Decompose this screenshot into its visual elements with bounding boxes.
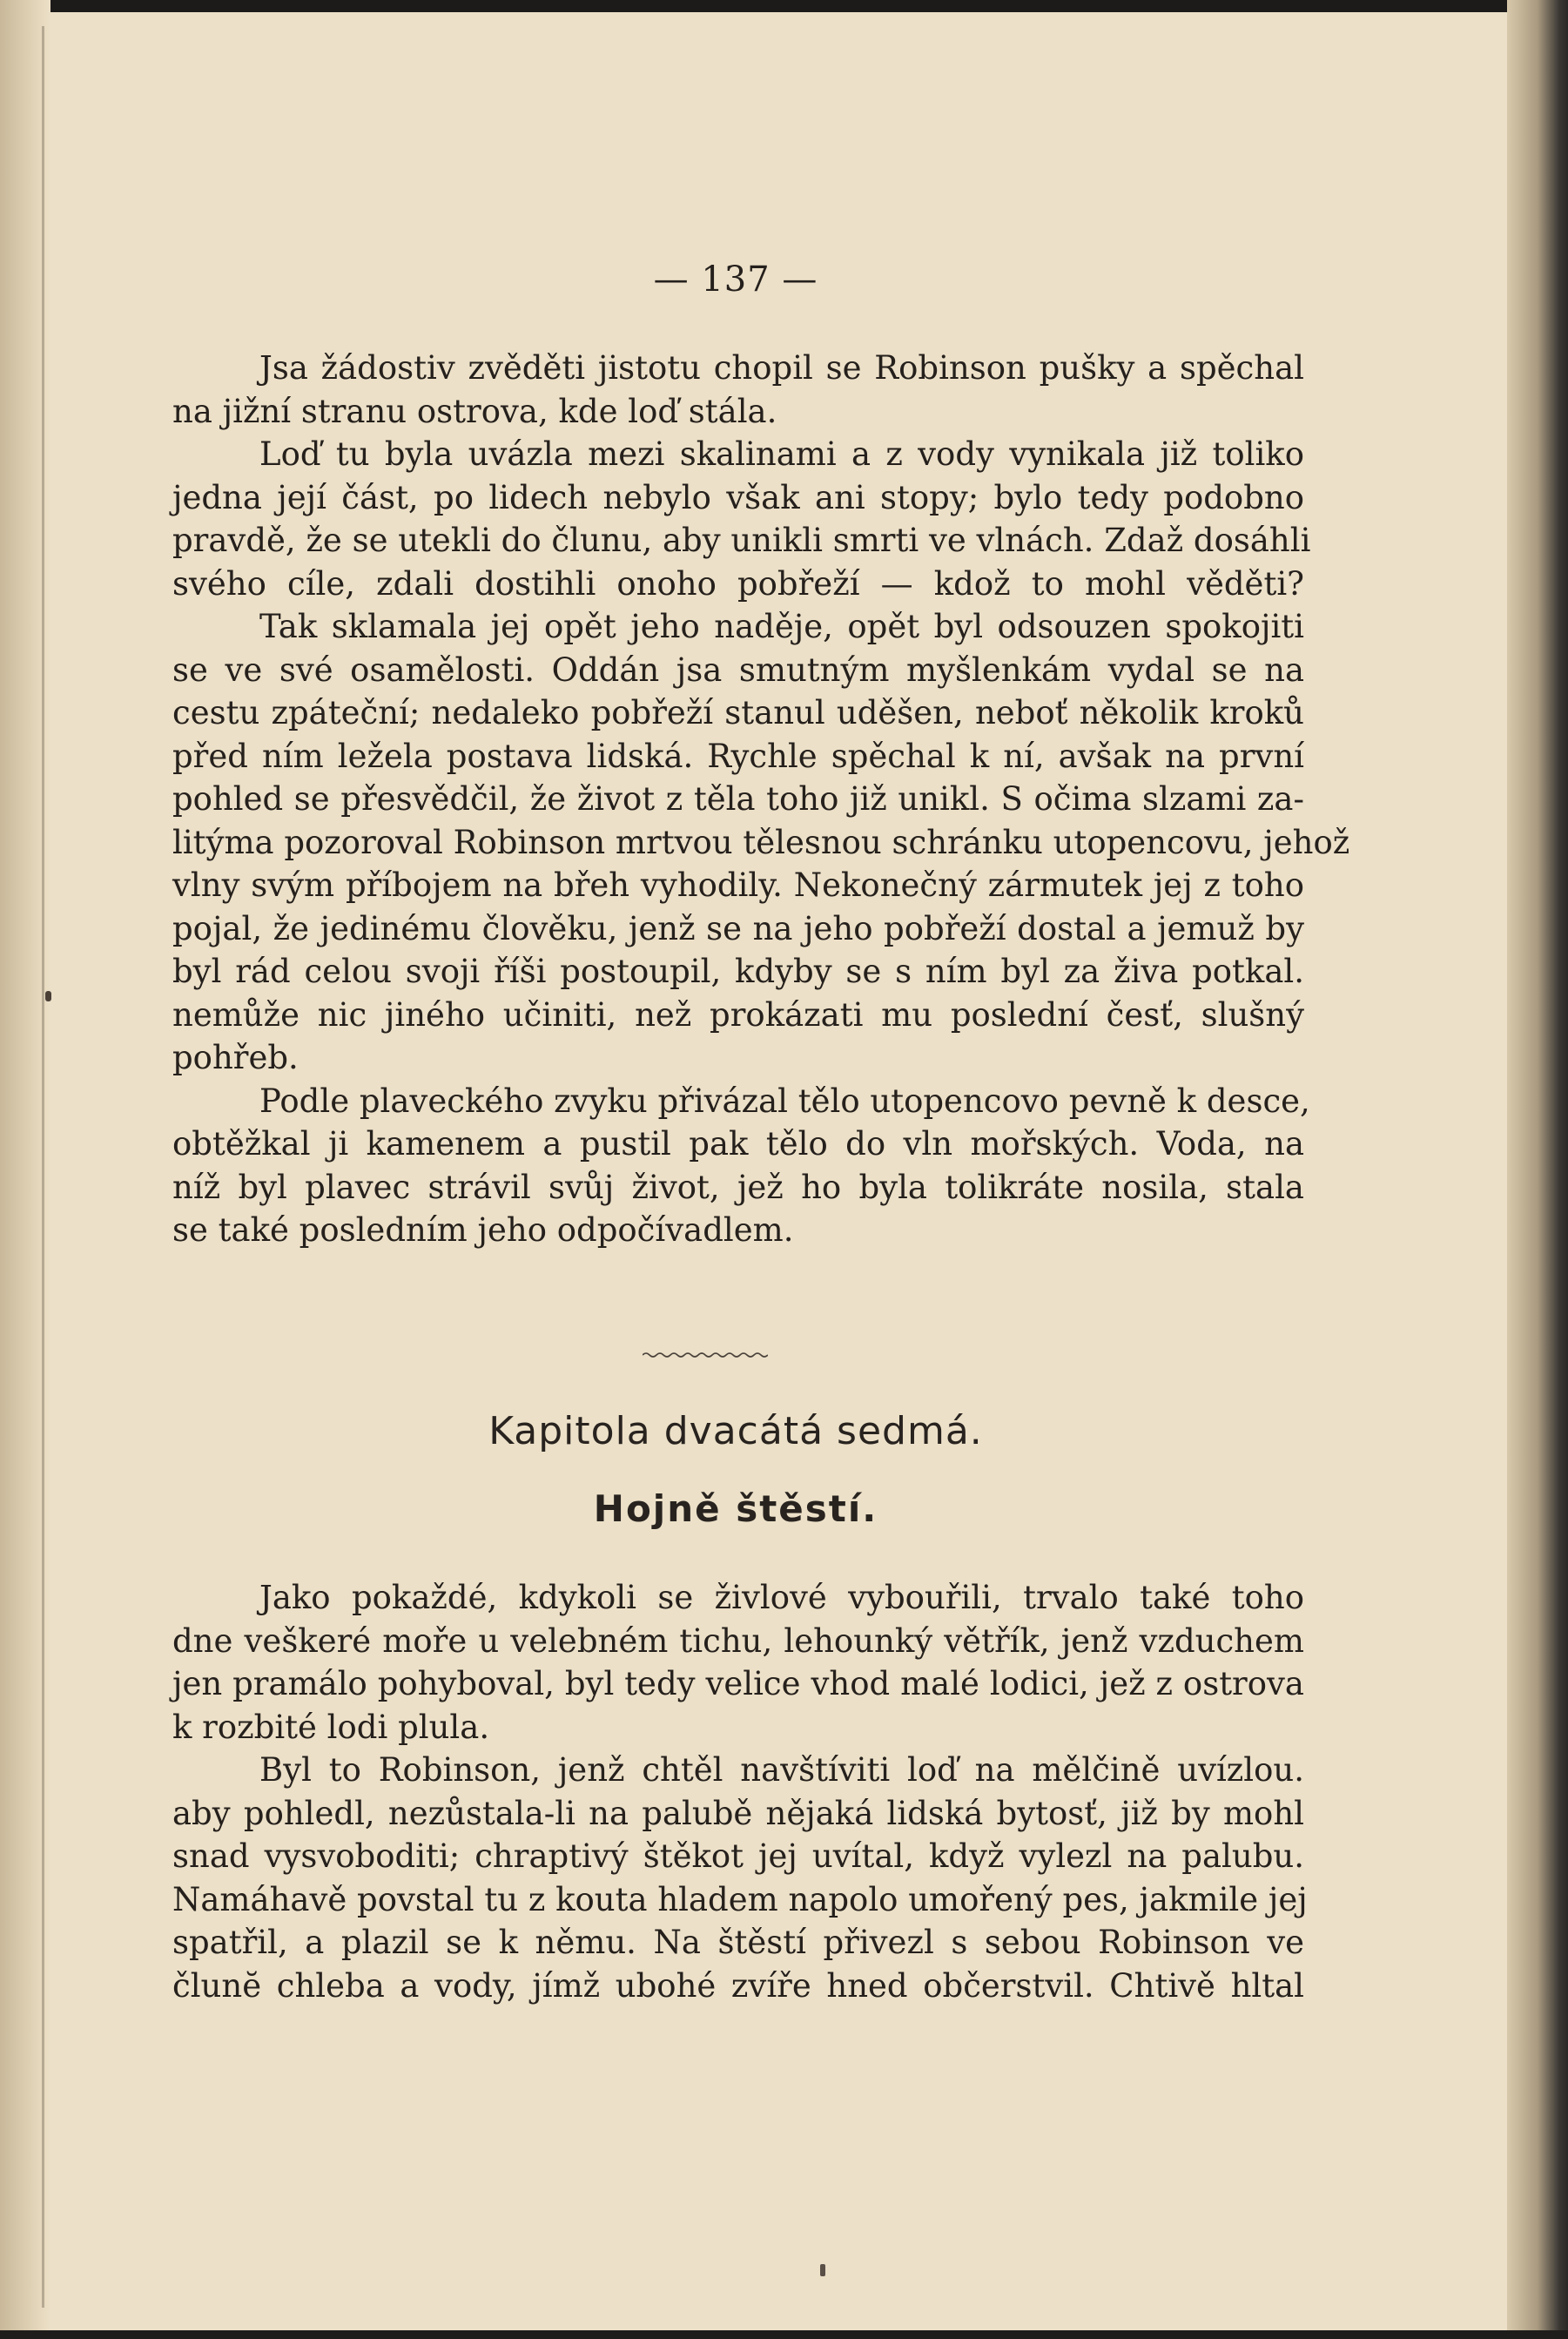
text-line: se ve své osamělosti. Oddán jsa smutným myšlenkám vydal se na: [172, 650, 1304, 689]
margin-mark: [45, 991, 51, 1001]
binding-line: [42, 26, 44, 2308]
text-line: litýma pozoroval Robinson mrtvou tělesnou schránku utopencovu, jehož: [172, 823, 1350, 861]
text-line: dne veškeré moře u velebném tichu, lehounký větřík, jenž vzduchem: [172, 1621, 1304, 1660]
text-line: Namáhavě povstal tu z kouta hladem napolo umořený pes, jakmile jej: [172, 1880, 1308, 1918]
text-section-1: [172, 347, 1350, 1252]
text-line: na jižní stranu ostrova, kde loď stála.: [172, 392, 777, 430]
text-line: Jako pokaždé, kdykoli se živlové vybouřili, trvalo také toho: [259, 1579, 1304, 1616]
text-line: pravdě, že se utekli do člunu, aby unikli smrti ve vlnách. Zdaž dosáhli: [172, 522, 1311, 559]
text-section-2: [172, 1576, 1308, 2007]
text-line: níž byl plavec strávil svůj život, jež ho byla tolikráte nosila, stala: [172, 1168, 1304, 1206]
text-line: obtěžkal ji kamenem a pustil pak tělo do vln mořských. Voda, na: [172, 1125, 1304, 1163]
footer-mark: [820, 2264, 825, 2276]
text-line: jedna její část, po lidech nebylo však ani stopy; bylo tedy podobno: [172, 478, 1304, 516]
chapter-title: Kapitola dvacátá sedmá.: [488, 1409, 983, 1453]
text-line: cestu zpáteční; nedaleko pobřeží stanul uděšen, neboť několik kroků: [172, 694, 1304, 731]
text-line: spatřil, a plazil se k němu. Na štěstí přivezl s sebou Robinson ve: [172, 1924, 1304, 1961]
text-line: vlny svým příbojem na břeh vyhodily. Nekonečný zármutek jej z toho: [172, 866, 1304, 904]
page-number: — 137 —: [653, 260, 818, 300]
text-line: Byl to Robinson, jenž chtěl navštíviti loď na mělčině uvízlou.: [259, 1751, 1304, 1789]
text-line: pojal, že jedinému člověku, jenž se na jeho pobřeží dostal a jemuž by: [172, 909, 1304, 947]
text-line: pohřeb.: [172, 1039, 299, 1076]
scan-right-edge: [1507, 0, 1568, 2339]
scan-top-edge: [0, 0, 1568, 12]
text-line: k rozbité lodi plula.: [172, 1708, 490, 1746]
text-line: pohled se přesvědčil, že život z těla toho již unikl. S očima slzami za-: [172, 780, 1304, 818]
text-line: Loď tu byla uvázla mezi skalinami a z vody vynikala již toliko: [259, 435, 1304, 473]
text-line: se také posledním jeho odpočívadlem.: [172, 1211, 794, 1249]
text-line: Podle plaveckého zvyku přivázal tělo utopencovo pevně k desce,: [259, 1082, 1310, 1120]
text-line: Jsa žádostiv zvěděti jistotu chopil se Robinson pušky a spěchal: [259, 349, 1304, 387]
chapter-subtitle: Hojně štěstí.: [593, 1487, 878, 1530]
text-line: svého cíle, zdali dostihli onoho pobřeží — kdož to mohl věděti?: [172, 564, 1304, 603]
text-line: jen pramálo pohyboval, byl tedy velice vhod malé lodici, jež z ostrova: [172, 1665, 1304, 1702]
scan-bottom-edge: [0, 2330, 1568, 2339]
section-divider-ornament: [643, 1350, 768, 1358]
text-line: před ním ležela postava lidská. Rychle spěchal k ní, avšak na první: [172, 737, 1304, 775]
text-line: nemůže nic jiného učiniti, než prokázati mu poslední česť, slušný: [172, 995, 1304, 1034]
text-line: byl rád celou svoji říši postoupil, kdyby se s ním byl za živa potkal.: [172, 953, 1304, 990]
text-line: člunĕ chleba a vody, jímž ubohé zvíře hned občerstvil. Chtivě hltal: [172, 1966, 1304, 2005]
text-line: aby pohledl, nezůstala-li na palubě nějaká lidská bytosť, již by mohl: [172, 1794, 1304, 1832]
text-line: Tak sklamala jej opět jeho naděje, opět byl odsouzen spokojiti: [259, 608, 1304, 645]
text-line: snad vysvoboditi; chraptivý štěkot jej uvítal, když vylezl na palubu.: [172, 1837, 1304, 1875]
